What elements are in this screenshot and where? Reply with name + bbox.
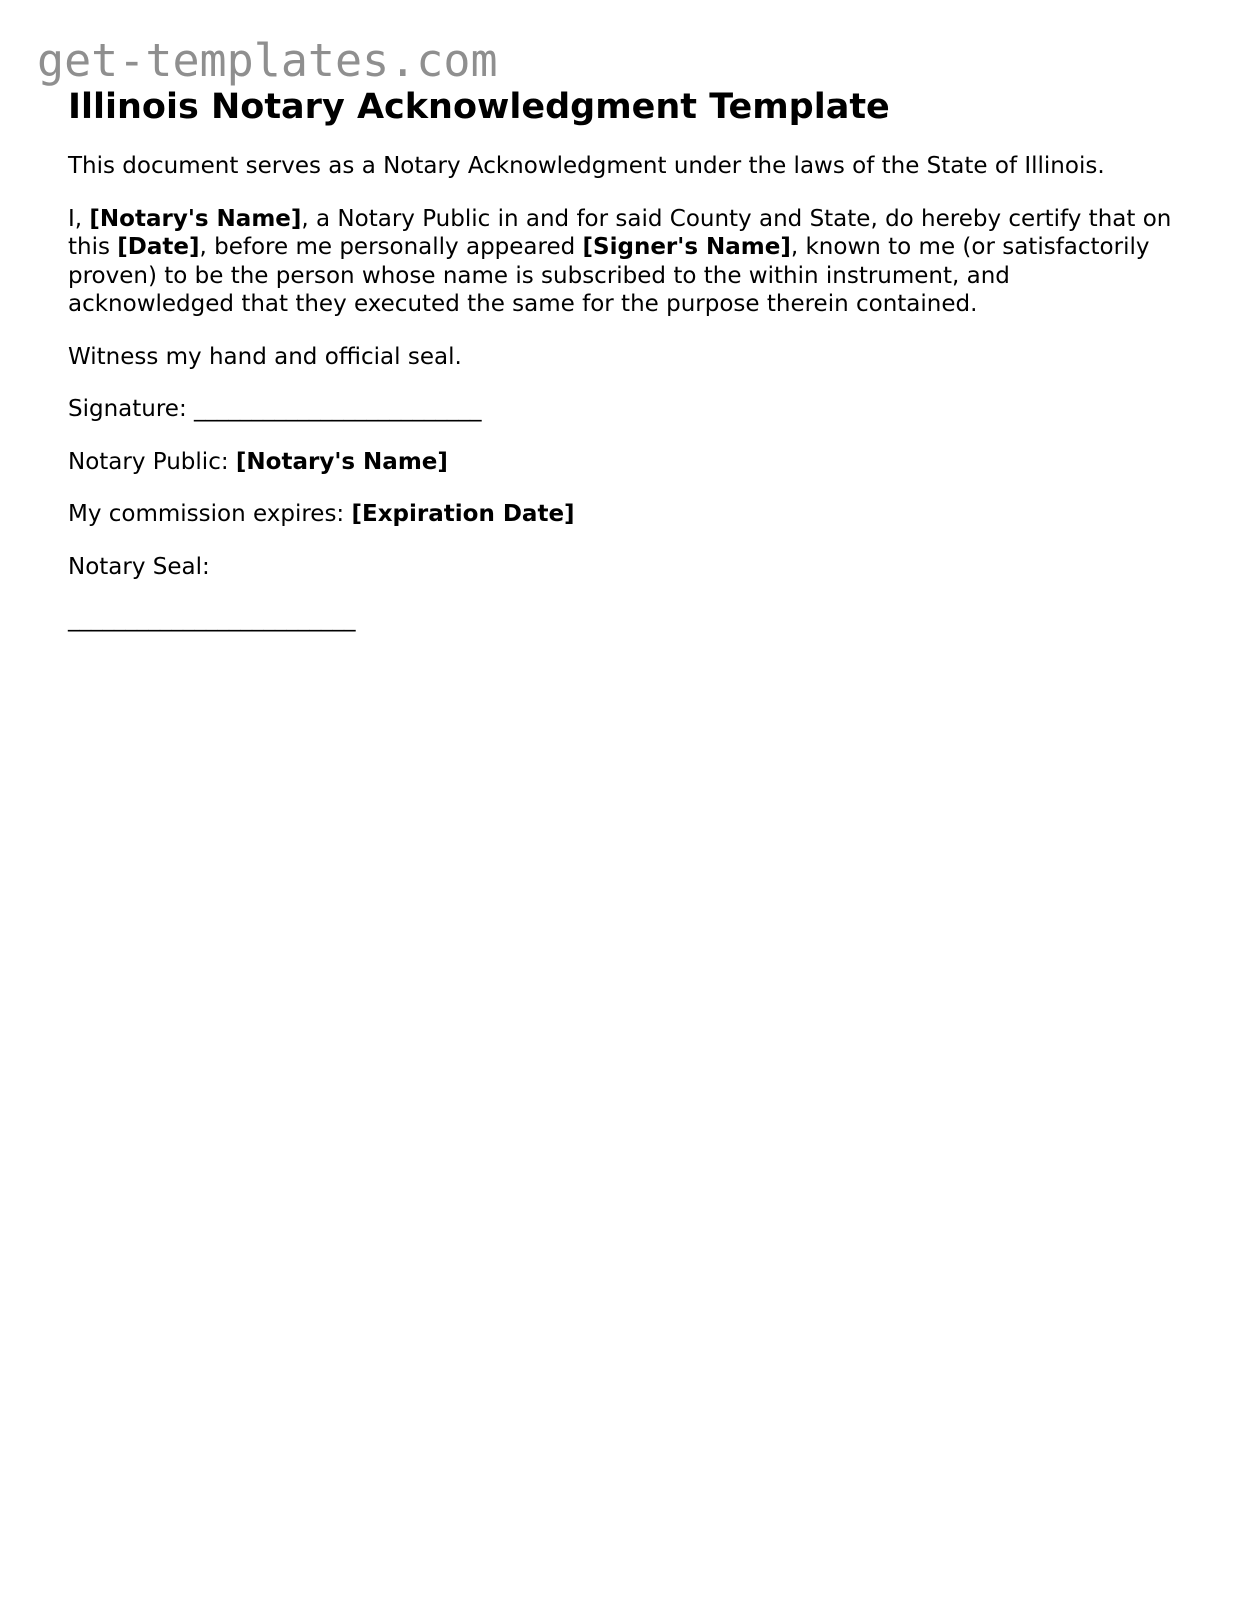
witness-statement: Witness my hand and official seal. xyxy=(68,343,462,370)
signature-line xyxy=(68,395,1183,424)
certify-text-2: , a Notary Public in and for said County and State, do hereby certify that on this xyxy=(68,205,1172,260)
date-placeholder: [Date] xyxy=(117,234,200,260)
notary-public-line xyxy=(68,448,1183,477)
certify-text-4: , known to me (or satisfactorily proven) to be the person whose name is subscribed to the within instrument, and acknowledged that they executed the same for the purpose therein contained. xyxy=(68,234,1150,317)
intro-paragraph: This document serves as a Notary Acknowledgment under the laws of the State of Illinois. xyxy=(68,153,1105,179)
notary-public-name-placeholder: [Notary's Name] xyxy=(235,448,448,475)
certify-text-3: , before me personally appeared xyxy=(199,234,583,260)
signature-blank: _________________________ xyxy=(194,396,482,422)
notary-seal-label: Notary Seal: xyxy=(68,553,210,580)
watermark: get-templates.com xyxy=(37,34,498,87)
expiration-date-placeholder: [Expiration Date] xyxy=(351,501,575,527)
notary-public-label: Notary Public: xyxy=(68,448,236,475)
commission-label: My commission expires: xyxy=(68,501,352,527)
commission-line xyxy=(68,500,1183,529)
signer-name-placeholder: [Signer's Name] xyxy=(582,234,791,260)
document xyxy=(68,86,1183,634)
certification-paragraph xyxy=(68,205,1183,319)
certify-text-1: I, xyxy=(68,205,90,232)
seal-blank-line: _________________________ xyxy=(68,606,356,632)
notary-name-placeholder: [Notary's Name] xyxy=(89,205,302,232)
page-title: Illinois Notary Acknowledgment Template xyxy=(68,87,890,127)
signature-label: Signature: xyxy=(68,396,195,422)
